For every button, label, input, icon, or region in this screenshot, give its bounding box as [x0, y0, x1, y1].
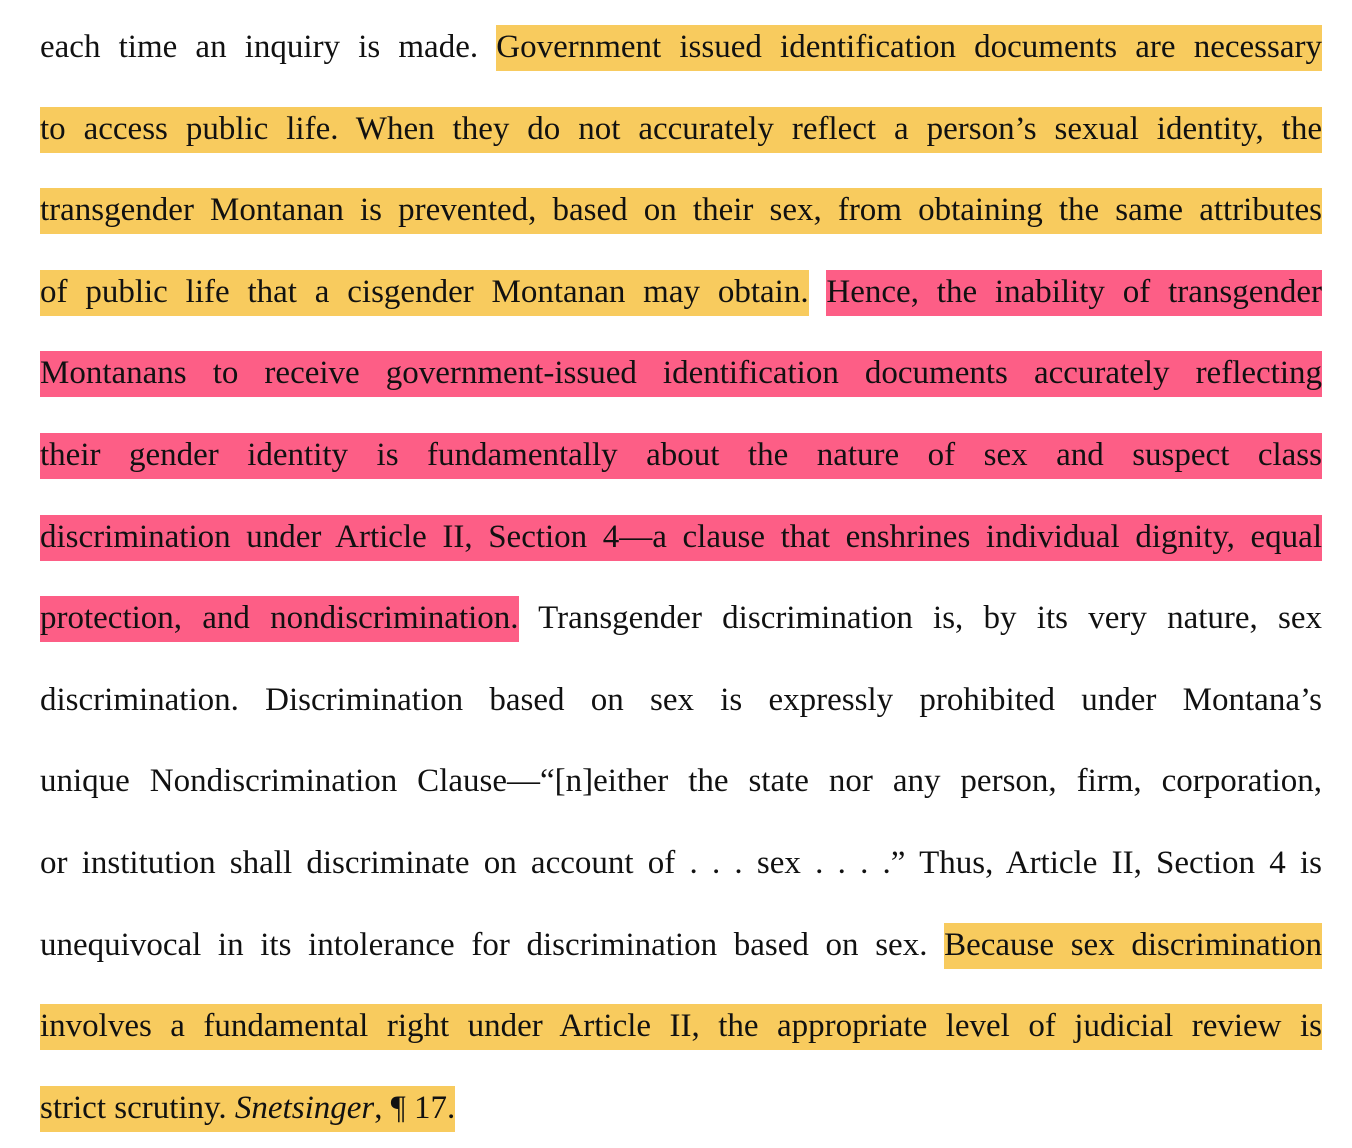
text-line — [40, 1003, 1322, 1049]
text-line — [40, 350, 1322, 396]
body-text: or institution shall discriminate on account of . . . sex . . . .” Thus, Article II, Section 4 is — [40, 845, 1322, 881]
body-text: discrimination. Discrimination based on sex is expressly prohibited under Montana’s — [40, 681, 1322, 718]
text-line — [40, 595, 1322, 641]
text-line — [40, 24, 1322, 70]
text-line — [40, 677, 1322, 723]
highlight-pink-text: discrimination under Article II, Section 4—a clause that enshrines individual dignity, equal — [40, 515, 1322, 561]
text-line — [40, 269, 1322, 315]
text-line — [40, 187, 1322, 233]
text-line — [40, 1085, 1322, 1131]
highlight-yellow-text: Government issued identification documents are necessary — [496, 25, 1322, 71]
highlight-pink-text: their gender identity is fundamentally about the nature of sex and suspect class — [40, 433, 1322, 479]
body-text: unequivocal in its intolerance for discrimination based on sex. — [40, 926, 945, 963]
highlight-yellow-text: involves a fundamental right under Article II, the appropriate level of judicial review is — [40, 1004, 1322, 1050]
text-line — [40, 922, 1322, 968]
highlight-pink-text: protection, and nondiscrimination. — [40, 596, 519, 642]
body-text: Transgender discrimination is, by its very nature, sex — [518, 600, 1322, 637]
highlight-pink-text: Hence, the inability of transgender — [826, 270, 1322, 316]
body-text — [809, 274, 827, 310]
highlight-yellow-text: strict scrutiny. — [40, 1086, 235, 1132]
body-text: each time an inquiry is made. — [40, 29, 497, 65]
text-line — [40, 432, 1322, 478]
highlight-yellow-text: Snetsinger — [235, 1086, 374, 1132]
highlight-yellow-text: of public life that a cisgender Montanan may obtain. — [40, 270, 809, 316]
text-line — [40, 514, 1322, 560]
highlight-yellow-text: Because sex discrimination — [944, 923, 1322, 969]
text-line — [40, 840, 1322, 886]
highlight-yellow-text: to access public life. When they do not accurately reflect a person’s sexual identity, the — [40, 107, 1322, 153]
highlight-yellow-text: transgender Montanan is prevented, based on their sex, from obtaining the same attributes — [40, 188, 1322, 234]
highlight-yellow-text: , ¶ 17. — [374, 1086, 455, 1132]
highlight-pink-text: Montanans to receive government-issued identification documents accurately reflecting — [40, 351, 1322, 397]
text-line — [40, 106, 1322, 152]
text-line — [40, 758, 1322, 804]
body-text: unique Nondiscrimination Clause—“[n]either the state nor any person, firm, corporation, — [40, 763, 1322, 800]
